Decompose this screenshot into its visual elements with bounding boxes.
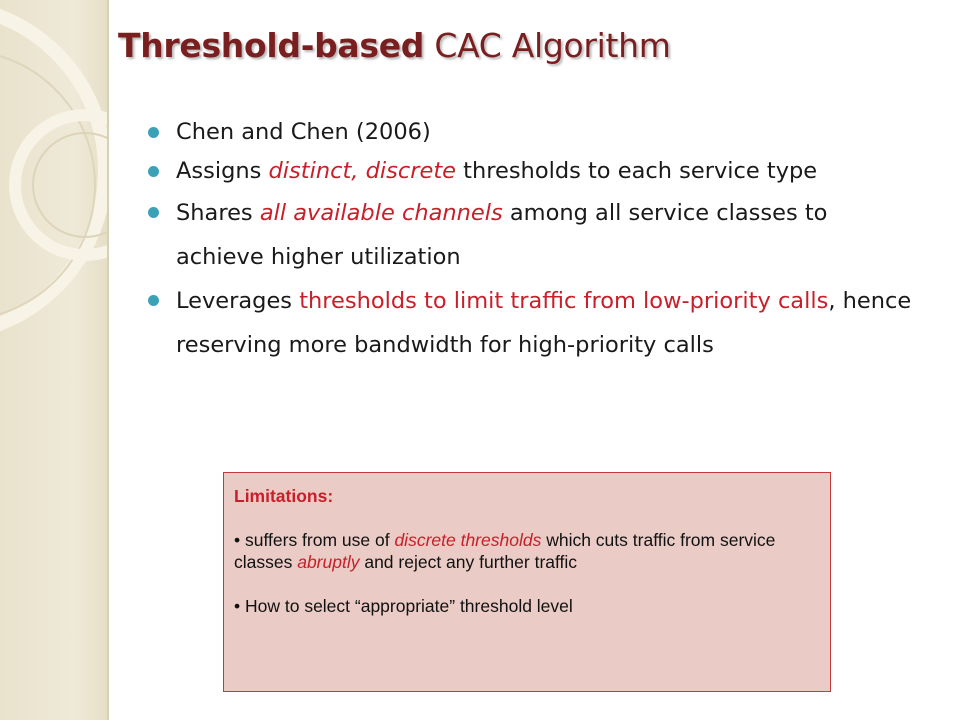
limitation-text: which cuts traffic from service classes	[234, 530, 776, 572]
limitations-box	[223, 472, 831, 692]
bullet-dot-icon	[148, 166, 159, 177]
decorative-rings	[0, 0, 107, 720]
bullet-item-3	[148, 191, 918, 279]
bullet-dot-icon	[148, 127, 159, 138]
bullet-item-4	[148, 279, 918, 367]
bullet-emphasis: thresholds to limit traffic from low-priority calls	[299, 288, 829, 314]
limitation-emphasis: discrete thresholds	[394, 530, 542, 550]
title-bold-part: Threshold-based	[118, 26, 425, 65]
slide-title	[118, 26, 671, 66]
limitation-item-2: • How to select “appropriate” threshold level	[234, 596, 573, 616]
bullet-text-pre: Assigns	[176, 158, 269, 184]
bullet-list	[148, 113, 918, 367]
bullet-text-pre: Shares	[176, 200, 260, 226]
bullet-text-pre: Leverages	[176, 288, 300, 314]
decorative-sidebar	[0, 0, 109, 720]
limitations-heading: Limitations:	[234, 486, 334, 506]
bullet-text-post: among all service classes to achieve higher utilization	[176, 200, 828, 270]
limitation-emphasis: abruptly	[297, 552, 360, 572]
bullet-dot-icon	[148, 295, 159, 306]
limitation-item-1	[234, 529, 820, 573]
bullet-item-1	[148, 113, 918, 152]
bullet-text: Chen and Chen (2006)	[176, 119, 431, 145]
bullet-emphasis: distinct, discrete	[268, 158, 456, 184]
spacer	[234, 573, 820, 595]
bullet-text-post: , hence reserving more bandwidth for high-priority calls	[176, 288, 912, 358]
bullet-item-2	[148, 152, 918, 191]
bullet-text-post: thresholds to each service type	[456, 158, 818, 184]
bullet-emphasis: all available channels	[259, 200, 503, 226]
limitation-text: • suffers from use of	[234, 530, 395, 550]
title-rest-part: CAC Algorithm	[424, 26, 671, 65]
limitation-text: and reject any further traffic	[359, 552, 578, 572]
bullet-dot-icon	[148, 207, 159, 218]
